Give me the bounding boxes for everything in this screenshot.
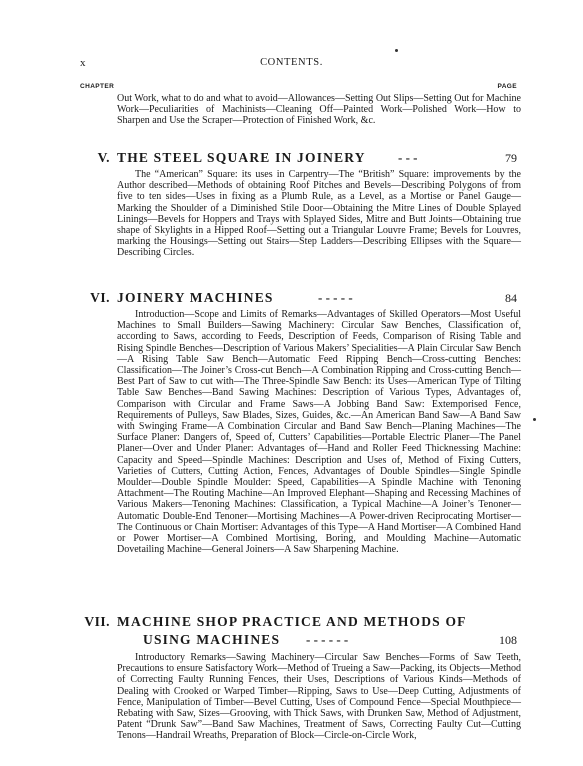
chapter-title: THE STEEL SQUARE IN JOINERY	[117, 150, 366, 165]
leader-dots: - - -	[398, 150, 418, 165]
chapter-title: MACHINE SHOP PRACTICE AND METHODS OF	[117, 614, 467, 629]
page-numeral: x	[80, 57, 86, 69]
chapter-page-number: 79	[505, 151, 517, 165]
chapter-page-number: 84	[505, 291, 517, 305]
ink-speck	[395, 49, 398, 52]
chapter-numeral: V.	[97, 150, 110, 165]
chapter-summary: Introduction—Scope and Limits of Remarks—Advantages of Skilled Operators—Most Useful Machines to Small Builders—Sawing Machinery: Circular Saw Benches, Classification of, according to Saws, according to Feeds, Description of Feeds, Comparison of Rising Table and Rising Spindle Benches—Description of Various Makers’ Specialities—A Plain Circular Saw Bench—A Rising Table Saw Bench—Automatic Feed Ripping Bench—Cross-cutting Benches: Classification—The Joiner’s Cross-cut Bench—A Combination Ripping and Cross-cutting Bench—Best Part of Saw to cut with—The Three-Spindle Saw Bench: its Uses—American Type of Tilting Table Saw Benches—Band Sawing Machines: Description of Various Types, Advantages of, Comparison with Circular and Frame Saws—A Jobbing Band Saw: Extemporised Fence, Requirements of Pulleys, Saw Blades, Sizes, Guides, &c.—An American Band Saw—A Band Saw with Swinging Frame—A Combination Circular and Band Saw Bench—Planing Machines—The Surface Planer: Dangers of, Speed of, Cutters’ Capabilities—Portable Electric Planer—The Panel Planer—Over and Under Planer: Advantages of—Hand and Roller Feed Thicknessing Machine: Capacity and Speed—Spindle Machines: Description and Uses of, Method of Fixing Cutters, Varieties of Cutters, Cutting Action, Fences, Advantages of Double Spindles—Single Spindle Moulder—Double Spindle Moulder: Speed, Capabilities—A Spindle Machine with Tenoning Attachment—The Routing Machine—An Improved Elephant—Shaping and Recessing Machines of Various Makers—Tenoning Machines: Classification, a Typical Machine—A Joiner’s Tenoner—Automatic Double-End Tenoner—Mortising Machines—A Power-driven Reciprocating Mortiser—The Continuous or Chain Mortiser: Advantages of this Type—A Hand Mortiser—A Combined Hand or Power Mortiser—A Combined Mortising, Boring, and Moulding Machine—Automatic Dovetailing Machine—General Joiners—A Saw Sharpening Machine.	[117, 309, 521, 556]
leader-dots: - - - - - -	[306, 632, 349, 647]
chapter-body	[117, 652, 521, 742]
chapter-column-label: CHAPTER	[80, 83, 115, 90]
leader-dots: - - - - -	[318, 290, 353, 305]
running-title: CONTENTS.	[260, 57, 323, 68]
chapter-page-number: 108	[499, 633, 517, 647]
chapter-numeral: VII.	[84, 614, 110, 629]
chapter-summary: The “American” Square: its uses in Carpentry—The “British” Square: improvements by the Author described—Methods of obtaining Roof Pitches and Bevels—Describing Polygons of from five to ten sides—Uses in fixing as a Plumb Rule, as a Level, as a Mortise or Panel Gauge—Marking the Shoulder of a Diminished Stile Door—Obtaining the Mitre Lines of Double Splayed Linings—Bevels for Hoppers and Trays with Splayed Sides, Mitre and Butt Joints—Obtaining true shape of Skylights in a Hipped Roof—Setting out a Triangular Louvre Frame; Bevels for Louvres, marking the Housings—Setting out Stairs—Step Ladders—Describing Ellipses with the Square—Describing Circles.	[117, 169, 521, 259]
ink-speck	[533, 418, 536, 421]
chapter-numeral: VI.	[90, 290, 110, 305]
page-column-label: PAGE	[497, 83, 517, 90]
chapter-body	[117, 309, 521, 555]
chapter-body	[117, 169, 521, 259]
continuation-body: Out Work, what to do and what to avoid—Allowances—Setting Out Slips—Setting Out for Machine Work—Peculiarities of Machinists—Cleaning Off—Painted Work—Polished Work—How to Sharpen and Use the Scraper—Protection of Finished Work, &c.	[117, 93, 521, 127]
chapter-title: JOINERY MACHINES	[117, 290, 274, 305]
chapter-title-line2: USING MACHINES	[143, 632, 281, 647]
chapter-summary: Introductory Remarks—Sawing Machinery—Circular Saw Benches—Forms of Saw Teeth, Precautions to ensure Satisfactory Work—Method of Trueing a Saw—Packing, its Objects—Method of Correcting Faulty Running Fences, their Uses, Descriptions of Various Kinds—Methods of Dealing with Crooked or Warped Timber—Ripping, Saws to Use—Deep Cutting, Adjustments of Fence, Manipulation of Timber—Bevel Cutting, Uses of Compound Fence—Special Mouthpiece—Rebating with Saw, Sizes—Grooving, with Thick Saws, with Drunken Saw, Method of Adjustment, Patent “Drunk Saw”—Band Saw Machines, Treatment of Saws, Correcting Faulty Cut—Cutting Tenons—Handrail Wreaths, Preparation of Block—Circle-on-Circle Work,	[117, 652, 521, 742]
